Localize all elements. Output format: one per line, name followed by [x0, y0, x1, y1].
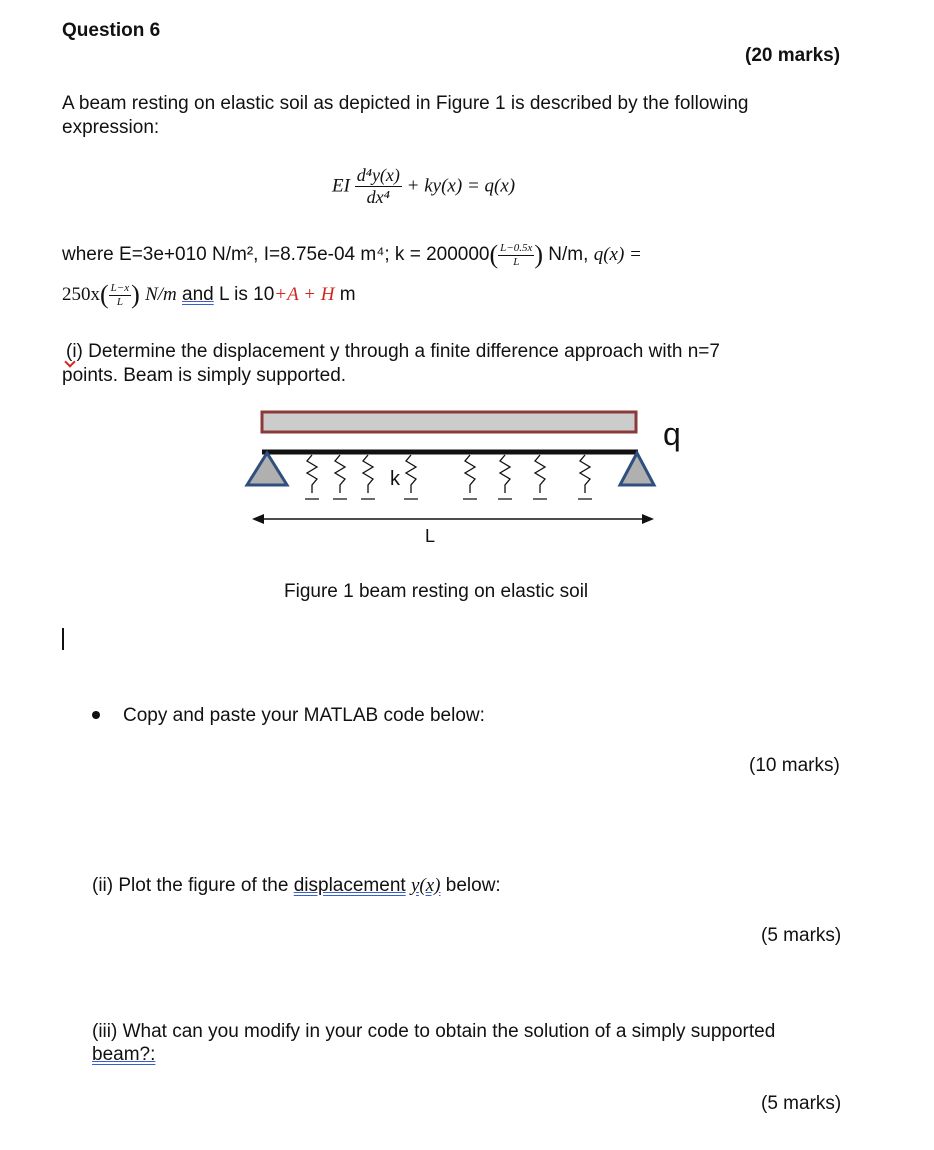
question-title: Question 6 — [62, 20, 161, 41]
part-ii-suffix: below: — [445, 875, 501, 896]
equation-fraction — [355, 165, 402, 208]
intro-line-2: expression: — [62, 117, 160, 138]
bullet-text: Copy and paste your MATLAB code below: — [123, 705, 485, 726]
spring-3-icon — [361, 455, 375, 499]
beam-figure — [240, 405, 690, 555]
q-frac-den: L — [116, 295, 123, 308]
figure-caption: Figure 1 beam resting on elastic soil — [284, 581, 589, 602]
k-frac-num: L−0.5x — [500, 241, 533, 254]
k-frac-den: L — [513, 255, 520, 268]
spring-6-icon — [498, 455, 512, 499]
part-iii-line-2 — [92, 1044, 155, 1066]
k-unit: N/m, — [548, 244, 589, 265]
spring-4-icon — [404, 455, 418, 499]
right-support-icon — [620, 453, 654, 485]
arrow-left-icon — [252, 514, 264, 524]
q-fraction — [109, 282, 131, 309]
q-prefix: 250x — [62, 284, 100, 305]
bullet-icon — [92, 711, 100, 719]
left-support-icon — [247, 453, 287, 485]
m-unit: m — [339, 284, 356, 305]
part-i-text: (i) Determine the displacement y through a finite difference approach with n=7 — [66, 341, 720, 362]
spring-7-icon — [533, 455, 547, 499]
and-text: and — [182, 284, 214, 305]
marks-code: (10 marks) — [749, 755, 840, 776]
k-fraction — [498, 242, 534, 269]
part-ii-underlined: displacement — [293, 875, 406, 896]
q-line: 250x( $\frac{L-x}{L}$ ) N/m and L is 10+A + H m — [62, 280, 356, 309]
marks-total: (20 marks) — [745, 45, 841, 66]
part-ii-line — [92, 875, 501, 897]
part-i-line-1 — [66, 341, 720, 363]
part-iii-line-2-text: beam?: — [92, 1044, 156, 1065]
length-label: L — [425, 526, 436, 546]
equation-denominator: dx⁴ — [366, 187, 390, 207]
marks-modify: (5 marks) — [761, 1093, 842, 1114]
equation-ei: EI — [332, 175, 350, 197]
governing-equation — [332, 165, 515, 208]
spring-8-icon — [578, 455, 592, 499]
q-unit: N/m — [145, 284, 177, 305]
q-label: q(x) = — [593, 244, 642, 265]
part-ii-math: y(x) — [410, 875, 441, 896]
part-i-line-2: points. Beam is simply supported. — [62, 365, 347, 386]
part-iii-line-1: (iii) What can you modify in your code to obtain the solution of a simply supported — [92, 1021, 776, 1042]
l-is-text: L is 10 — [219, 284, 275, 305]
part-ii-prefix: (ii) Plot the figure of the — [92, 875, 289, 896]
equation-rest: + ky(x) = q(x) — [406, 175, 516, 197]
where-line: where E=3e+010 N/m², I=8.75e-04 m⁴; k = 200000( $\frac{L-0.5x}{L}$ ) N/m, q(x) = — [62, 240, 642, 269]
where-prefix: where E=3e+010 N/m², I=8.75e-04 m⁴; k = 200000 — [62, 244, 490, 265]
marks-plot: (5 marks) — [761, 925, 842, 946]
plus-a-plus-h: +A + H — [274, 284, 335, 305]
load-label: q — [663, 416, 681, 452]
arrow-right-icon — [642, 514, 654, 524]
equation-numerator: d⁴y(x) — [356, 165, 400, 185]
text-cursor — [62, 628, 64, 650]
spring-1-icon — [305, 455, 319, 499]
spring-5-icon — [463, 455, 477, 499]
intro-line-1: A beam resting on elastic soil as depicted in Figure 1 is described by the following — [62, 93, 749, 114]
spring-2-icon — [333, 455, 347, 499]
beam — [262, 412, 636, 432]
spring-label: k — [390, 468, 400, 490]
q-frac-num: L−x — [110, 281, 130, 294]
